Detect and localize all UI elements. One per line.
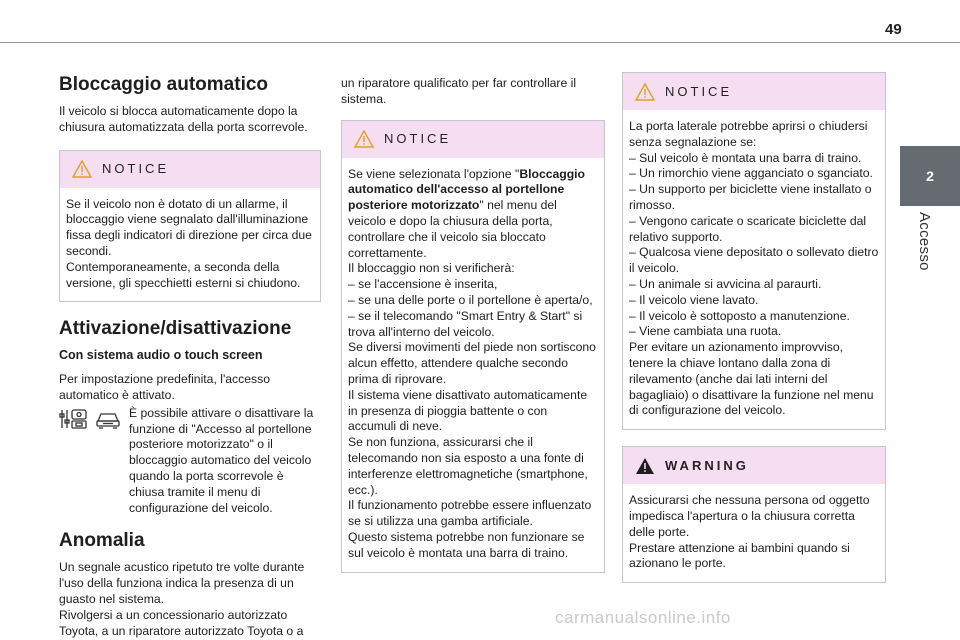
activation-para-2: È possibile attivare o disattivare la funzione di "Accesso al portellone posteriore motorizzato" o il bloccaggio automatico del veicolo quando la porta scorrevole è chiusa tramite il menu di configurazione del veicolo. bbox=[129, 405, 314, 515]
notice-header bbox=[623, 73, 885, 110]
notice-intro-bold: Bloccaggio automatico dell'accesso al portellone posteriore motorizzato bbox=[348, 166, 585, 213]
notice-line: – Un supporto per biciclette viene installato o rimosso. bbox=[629, 182, 872, 212]
notice-line: Per evitare un azionamento improvviso, tenere la chiave lontano dalla zona di rilevamento (anche dai lati interni del bagagliaio) o disattivare la funzione nel menu di configurazione del veicolo. bbox=[629, 340, 874, 418]
activation-icon-row bbox=[59, 406, 321, 517]
vehicle-settings-icon bbox=[59, 408, 89, 430]
chapter-number: 2 bbox=[926, 168, 934, 184]
notice-line: Questo sistema potrebbe non funzionare se sul veicolo è montata una barra di traino. bbox=[348, 529, 585, 560]
anomaly-line: Un segnale acustico ripetuto tre volte durante l'uso della funziona indica la presenza di un guasto nel sistema. bbox=[59, 560, 305, 606]
notice-line: – Un animale si avvicina al paraurti. bbox=[629, 276, 822, 291]
notice-box-1 bbox=[59, 150, 321, 303]
warning-label: WARNING bbox=[665, 457, 749, 473]
notice-line: – Il veicolo viene lavato. bbox=[629, 292, 759, 307]
warning-triangle-outline-icon bbox=[72, 160, 92, 178]
notice-line: Il bloccaggio non si verificherà: bbox=[348, 261, 515, 276]
notice-line: Se il veicolo non è dotato di un allarme, il bloccaggio viene segnalato dall'illuminazione fissa degli indicatori di direzione per circa due secondi. bbox=[66, 196, 312, 258]
notice-line: – Il veicolo è sottoposto a manutenzione. bbox=[629, 308, 850, 323]
notice-line: – se una delle porte o il portellone è aperta/o, bbox=[348, 292, 593, 307]
notice-header bbox=[60, 151, 320, 188]
icon-pair bbox=[59, 406, 121, 430]
warning-triangle-filled-icon bbox=[635, 457, 655, 475]
column-3 bbox=[622, 72, 886, 599]
notice-line: Se diversi movimenti del piede non sortiscono alcun effetto, attendere qualche secondo prima di riprovare. bbox=[348, 340, 596, 386]
notice-intro bbox=[348, 167, 598, 262]
warning-triangle-outline-icon bbox=[354, 130, 374, 148]
column-2 bbox=[341, 76, 605, 589]
subsection-title-audio: Con sistema audio o touch screen bbox=[59, 348, 263, 363]
notice-line: – se il telecomando "Smart Entry & Start" si trova all'interno del veicolo. bbox=[348, 308, 583, 339]
notice-label: NOTICE bbox=[665, 83, 733, 99]
notice-line: Contemporaneamente, a seconda della versione, gli specchietti esterni si chiudono. bbox=[66, 259, 301, 290]
notice-label: NOTICE bbox=[102, 161, 170, 177]
notice-body bbox=[342, 158, 604, 572]
watermark: carmanualsonline.info bbox=[555, 608, 731, 627]
notice-line: – se l'accensione è inserita, bbox=[348, 277, 498, 292]
notice-box-2 bbox=[341, 120, 605, 573]
activation-para-1: Per impostazione predefinita, l'accesso automatico è attivato. bbox=[59, 372, 270, 402]
notice-line: La porta laterale potrebbe aprirsi o chiudersi senza segnalazione se: bbox=[629, 119, 868, 149]
notice-line: – Sul veicolo è montata una barra di traino. bbox=[629, 150, 862, 165]
chapter-label: Accesso bbox=[916, 212, 933, 271]
notice-line: – Qualcosa viene depositato o sollevato dietro il veicolo. bbox=[629, 245, 879, 276]
notice-header bbox=[342, 121, 604, 158]
column-1 bbox=[59, 74, 321, 639]
auto-lock-intro: Il veicolo si blocca automaticamente dopo la chiusura automatizzata della porta scorrevole. bbox=[59, 104, 308, 134]
section-title-anomaly: Anomalia bbox=[59, 530, 145, 552]
notice-intro-prefix: Se viene selezionata l'opzione " bbox=[348, 166, 520, 181]
notice-line: – Un rimorchio viene agganciato o sganciato. bbox=[629, 166, 873, 181]
notice-line: Il sistema viene disattivato automaticamente in presenza di pioggia battente o con accumuli di neve. bbox=[348, 387, 588, 434]
notice-intro-suffix: " nel menu del veicolo e dopo la chiusura della porta, controllare che il veicolo sia bloccato correttamente. bbox=[348, 198, 557, 260]
warning-header bbox=[623, 447, 885, 484]
notice-line: – Viene cambiata una ruota. bbox=[629, 324, 782, 339]
chapter-tab[interactable] bbox=[900, 146, 960, 206]
notice-body bbox=[60, 188, 320, 302]
notice-line: – Vengono caricate o scaricate biciclette dal relativo supporto. bbox=[629, 213, 867, 244]
notice-box-3 bbox=[622, 72, 886, 430]
warning-triangle-outline-icon bbox=[635, 83, 655, 101]
top-rule bbox=[0, 42, 960, 43]
warning-line: Prestare attenzione ai bambini quando si azionano le porte. bbox=[629, 540, 850, 571]
section-title-activation: Attivazione/disattivazione bbox=[59, 318, 292, 340]
warning-box bbox=[622, 446, 886, 583]
section-title-auto-lock: Bloccaggio automatico bbox=[59, 74, 269, 95]
notice-body bbox=[623, 110, 885, 429]
continuation-text: un riparatore qualificato per far controllare il sistema. bbox=[341, 76, 577, 106]
car-icon bbox=[95, 408, 121, 430]
anomaly-line: Rivolgersi a un concessionario autorizzato Toyota, a un riparatore autorizzato Toyota o a bbox=[59, 607, 304, 638]
page-number: 49 bbox=[885, 21, 902, 38]
notice-line: Il funzionamento potrebbe essere influenzato se si utilizza una gamba artificiale. bbox=[348, 498, 592, 529]
notice-line: Se non funziona, assicurarsi che il telecomando non sia esposto a una fonte di interferenze elettromagnetiche (smartphone, ecc.). bbox=[348, 435, 588, 497]
warning-body bbox=[623, 484, 885, 582]
notice-label: NOTICE bbox=[384, 131, 452, 147]
warning-line: Assicurarsi che nessuna persona od oggetto impedisca l'apertura o la chiusura corretta delle porte. bbox=[629, 493, 870, 539]
